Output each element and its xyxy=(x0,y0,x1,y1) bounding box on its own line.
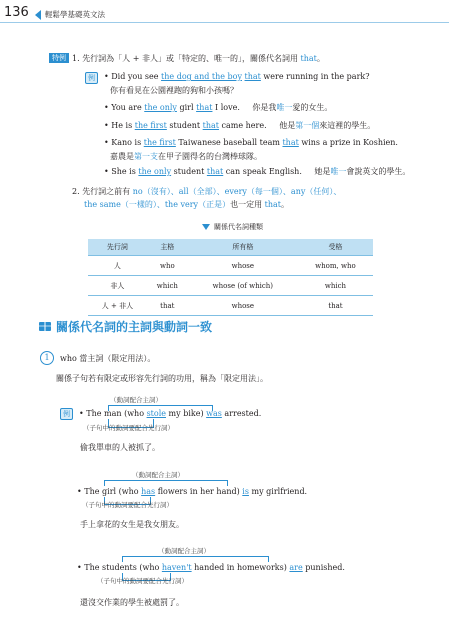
rule-1 xyxy=(72,53,325,64)
table-header: 受格 xyxy=(298,239,373,256)
ex2-translation-1: 偷我單車的人被抓了。 xyxy=(80,443,160,452)
rule-1-end: 。 xyxy=(316,54,325,63)
ex1-translation-1: 你有看見在公園裡跑的狗和小孩嗎？ xyxy=(110,86,238,95)
ex1-line-1: • Did you see the dog and the boy that were running in the park? xyxy=(104,72,370,81)
annotation-bottom: （子句中的動詞要配合先行詞） xyxy=(97,577,188,585)
bracket-line xyxy=(104,480,105,486)
table-row: 非人 which whose (of which) which xyxy=(88,276,373,296)
table-caption: 關係代名詞種類 xyxy=(214,223,263,231)
page-number: 136 xyxy=(4,5,29,20)
ex2-sentence-3: • The students (who haven't handed in homeworks) are punished. xyxy=(77,563,345,572)
ex2-translation-2: 手上拿花的女生是我女朋友。 xyxy=(80,520,184,529)
example-tag-1: 例 xyxy=(85,72,98,84)
bracket-line xyxy=(104,480,228,481)
rule-1-text: 先行詞為「人 + 非人」或「特定的、唯一的」，關係代名詞用 xyxy=(82,54,301,63)
bracket-line xyxy=(108,405,213,406)
bracket-line xyxy=(122,556,123,562)
relative-pronoun-table xyxy=(88,239,373,316)
bracket-line xyxy=(227,480,228,486)
ex2-sentence-2: • The girl (who has flowers in her hand) is my girlfriend. xyxy=(77,487,308,496)
annotation-top: （動詞配合主詞） xyxy=(132,471,184,479)
ex1-line-5: • She is the only student that can speak English. 她是唯一會說英文的學生。 xyxy=(104,167,411,176)
annotation-top: （動詞配合主詞） xyxy=(158,547,210,555)
table-header: 所有格 xyxy=(188,239,298,256)
ex1-line-4: • Kano is the first Taiwanese baseball team that wins a prize in Koshien. xyxy=(104,138,398,147)
rule-1-keyword: that xyxy=(300,54,317,63)
ex2-sentence-1: • The man (who stole my bike) was arrested. xyxy=(79,409,262,418)
table-row: 人 + 非人 that whose that xyxy=(88,296,373,316)
bracket-line xyxy=(122,556,269,557)
annotation-bottom: （子句中的動詞要配合先行詞） xyxy=(82,501,173,509)
table-caption-icon xyxy=(201,223,211,231)
ex1-line-3: • He is the first student that came here. 他是第一個來這裡的學生。 xyxy=(104,121,376,130)
sub-description: 關係子句若有限定或形容先行詞的功用，稱為「限定用法」。 xyxy=(56,374,268,383)
sub-number-badge: 1 xyxy=(40,351,54,365)
header-arrow-icon xyxy=(33,9,43,21)
section-title: 關係代名詞的主詞與動詞一致 xyxy=(56,320,213,334)
ex1-translation-4: 嘉農是第一支在甲子園得名的台灣棒球隊。 xyxy=(110,152,262,161)
ex2-translation-3: 還沒交作業的學生被處罰了。 xyxy=(80,598,184,607)
table-row: 人 who whose whom, who xyxy=(88,256,373,276)
annotation-bottom: （子句中的動詞要配合先行詞） xyxy=(83,424,174,432)
example-tag-2: 例 xyxy=(60,408,73,420)
header-rule xyxy=(0,22,449,23)
table-header: 主格 xyxy=(147,239,188,256)
bracket-line xyxy=(268,556,269,562)
annotation-top: （動詞配合主詞） xyxy=(110,396,162,404)
note-tag: 特例 xyxy=(49,53,69,63)
sub-heading: who 當主詞（限定用法）。 xyxy=(60,354,156,363)
section-book-icon xyxy=(38,320,52,332)
table-header: 先行詞 xyxy=(88,239,147,256)
ex1-line-2: • You are the only girl that I love. 你是我唯一愛的女生。 xyxy=(104,103,333,112)
rule-1-num: 1. xyxy=(72,54,80,63)
rule-2-line-1: 2. 先行詞之前有 no（沒有）、all（全部）、every（每一個）、any（任何）、 xyxy=(72,187,342,196)
book-title: 輕鬆學基礎英文法 xyxy=(45,10,105,19)
rule-2-line-2: the same（一樣的）、the very（正是）也一定用 that。 xyxy=(84,200,289,209)
